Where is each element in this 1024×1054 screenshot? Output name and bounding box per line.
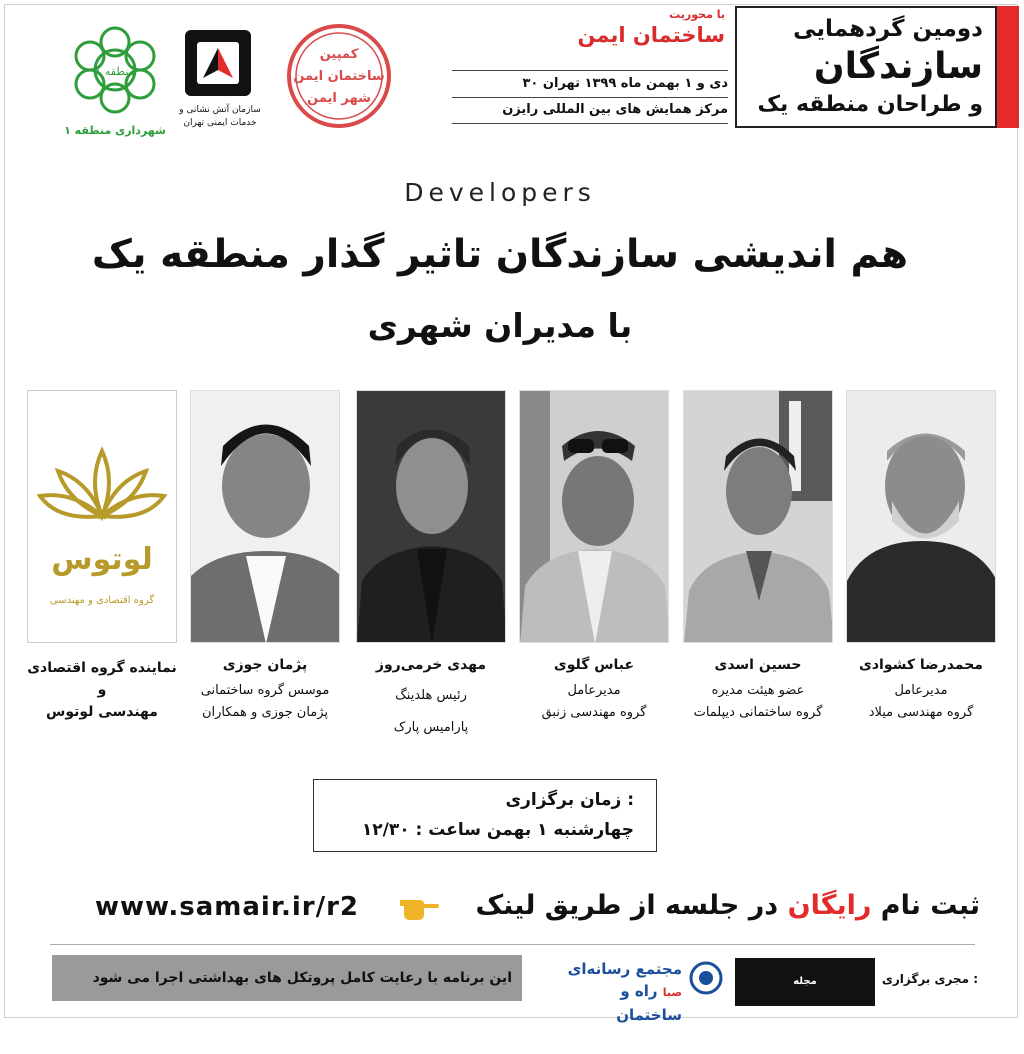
lotus-logo-subtitle: گروه اقتصادی و مهندسی: [49, 595, 155, 606]
person-silhouette-icon: [520, 391, 669, 643]
developers-subtitle: Developers: [404, 178, 596, 207]
speaker-photo-3: [519, 390, 669, 643]
person-silhouette-icon: [357, 391, 506, 643]
municipality-label: شهرداری منطقه ۱: [64, 124, 166, 137]
stamp-line2: ساختمان ایمن: [293, 69, 385, 84]
speaker-name-1: محمدرضا کشوادی: [859, 657, 983, 673]
event-date: ۳۰ دی و ۱ بهمن ماه ۱۳۹۹ تهران: [452, 70, 728, 98]
health-protocol-note: این برنامه با رعایت کامل پروتکل های بهداشتی اجرا می شود: [52, 955, 522, 1001]
speaker-role-5: [185, 680, 345, 724]
registration-link[interactable]: www.samair.ir/r2: [95, 892, 359, 922]
lotus-logo-card: [27, 390, 177, 643]
registration-text-after: در جلسه از طریق لینک: [475, 890, 788, 921]
speaker-role-2-line2: گروه ساختمانی دیپلمات: [693, 705, 823, 720]
lotus-logo-text: لوتوس: [51, 542, 153, 577]
stamp-line1: کمپین: [319, 47, 359, 62]
speaker-role-2: [678, 680, 838, 724]
person-silhouette-icon: [847, 391, 996, 643]
sakhteman-small: مجله: [793, 976, 817, 987]
speaker-name-3: عباس گلوی: [553, 657, 635, 673]
pointing-hand-icon: [398, 892, 440, 922]
speaker-name-5: پژمان جوزی: [222, 657, 308, 673]
fire-organization-label-line1: سازمان آتش نشانی و: [179, 105, 261, 115]
fire-organization-label-line2: خدمات ایمنی تهران: [183, 118, 257, 128]
event-title-box: [735, 6, 997, 128]
speaker-role-3: [514, 680, 674, 724]
speaker-role-4-line2: پارامیس پارک: [393, 720, 469, 735]
speaker-role-4-line1: رئیس هلدینگ: [395, 688, 467, 703]
speaker-role-4: [351, 680, 511, 744]
speaker-role-5-line2: پژمان جوزی و همکاران: [201, 705, 329, 720]
speaker-photo-1: [846, 390, 996, 643]
speaker-photo-4: [356, 390, 506, 643]
speaker-role-1: [841, 680, 1001, 724]
fire-icon: [185, 30, 251, 96]
media-complex-logo-text: [552, 958, 682, 1026]
lotus-flower-icon: [28, 391, 176, 642]
municipality-logo-text: منطقه ۱: [95, 65, 135, 78]
fire-organization-logo: [185, 30, 251, 96]
speaker-name-4: مهدی خرمی‌روز: [375, 657, 487, 673]
stamp-line3: شهر ایمن: [307, 91, 371, 106]
event-title-line2: سازندگان: [813, 46, 983, 87]
speaker-role-2-line1: عضو هیئت مدیره: [711, 683, 805, 698]
axis-prefix: با محوریت: [669, 8, 725, 21]
axis-main: ساختمان ایمن: [577, 23, 725, 47]
headline-main: هم اندیشی سازندگان تاثیر گذار منطقه یک: [91, 232, 909, 277]
sakhteman-magazine-logo: [735, 958, 875, 1045]
red-accent-strip: [997, 6, 1019, 128]
speaker-name-2: حسین اسدی: [714, 657, 802, 673]
registration-free-highlight: رایگان: [787, 890, 872, 921]
speaker-photo-2: [683, 390, 833, 643]
speaker-role-6-line1: نماینده گروه اقتصادی و: [27, 660, 177, 698]
person-silhouette-icon: [684, 391, 833, 643]
speaker-role-3-line2: گروه مهندسی زنبق: [541, 705, 647, 720]
fire-organization-label: [160, 104, 280, 130]
schedule-box: [313, 779, 657, 852]
registration-text: [470, 890, 980, 921]
media-complex-line2: [552, 980, 682, 1026]
event-venue: مرکز همایش های بین المللی رایزن: [452, 97, 728, 124]
speaker-role-6: [22, 657, 182, 723]
headline-secondary: با مدیران شهری: [367, 306, 633, 345]
person-silhouette-icon: [191, 391, 340, 643]
event-title-line3: و طراحان منطقه یک: [757, 92, 983, 117]
sakhteman-logo-text: ساختمان: [747, 1015, 863, 1045]
speaker-role-1-line1: مدیرعامل: [894, 683, 948, 698]
speaker-role-1-line2: گروه مهندسی میلاد: [868, 705, 974, 720]
speaker-photo-5: [190, 390, 340, 643]
municipality-logo: [60, 20, 170, 120]
media-complex-small: صبا: [662, 986, 682, 999]
campaign-stamp: [285, 22, 393, 130]
speaker-role-3-line1: مدیرعامل: [567, 683, 621, 698]
footer-divider: [50, 944, 975, 945]
media-complex-line2-text: راه و ساختمان: [616, 982, 682, 1024]
schedule-label: زمان برگزاری :: [505, 790, 634, 810]
speaker-role-5-line1: موسس گروه ساختمانی: [200, 683, 330, 698]
media-complex-icon: [688, 960, 724, 996]
schedule-time: چهارشنبه ۱ بهمن ساعت : ۱۲/۳۰: [361, 820, 634, 840]
organizer-label: مجری برگزاری :: [881, 972, 978, 986]
event-title-line1: دومین گردهمایی: [793, 16, 983, 42]
event-axis: [455, 8, 725, 47]
media-complex-line1: مجتمع رسانه‌ای: [567, 960, 682, 978]
registration-text-before: ثبت نام: [871, 890, 980, 921]
speaker-role-6-line2: مهندسی لوتوس: [46, 704, 158, 720]
